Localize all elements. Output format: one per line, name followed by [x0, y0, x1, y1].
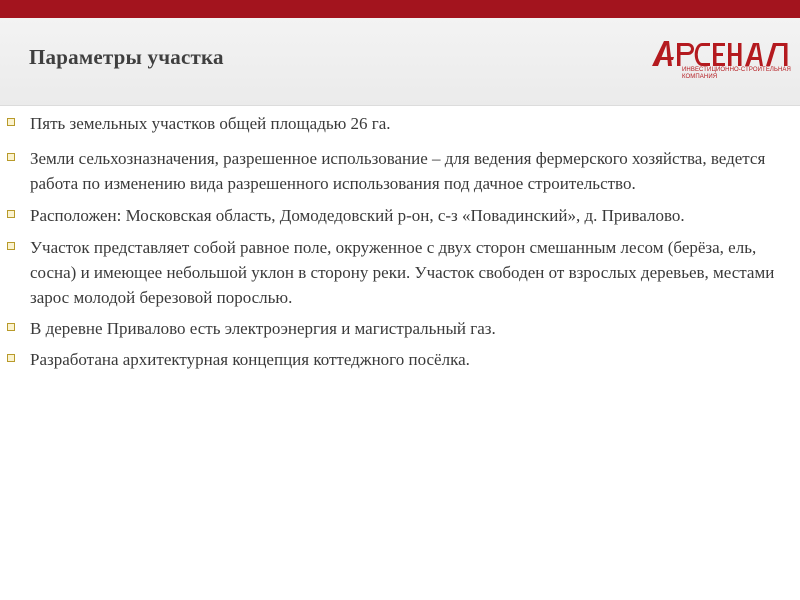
logo-tagline-line1: ИНВЕСТИЦИОННО-СТРОИТЕЛЬНАЯ [682, 67, 791, 73]
list-item [0, 316, 800, 341]
square-bullet-icon [7, 118, 15, 126]
bullet-text: Земли сельхозназначения, разрешенное использование – для ведения фермерского хозяйства, ведется работа по изменению вида разрешенного использования под дачное строительство. [30, 149, 766, 193]
square-bullet-icon [7, 242, 15, 250]
logo-tagline-line2: КОМПАНИЯ [682, 74, 718, 80]
list-item [0, 203, 800, 228]
square-bullet-icon [7, 354, 15, 362]
list-item [0, 347, 800, 372]
bullet-text: Разработана архитектурная концепция коттеджного посёлка. [30, 350, 470, 369]
page-title: Параметры участка [29, 45, 224, 69]
company-logo [650, 38, 792, 90]
arsenal-logo-mark-icon [650, 38, 792, 68]
list-item [0, 235, 800, 310]
bullet-text: Участок представляет собой равное поле, окруженное с двух сторон смешанным лесом (берёза, ель, сосна) и имеющее небольшой уклон в сторону реки. Участок свободен от взрослых деревьев, местами зарос молодой березовой порослью. [30, 238, 775, 307]
square-bullet-icon [7, 323, 15, 331]
list-item [0, 111, 800, 136]
bullet-text: В деревне Привалово есть электроэнергия и магистральный газ. [30, 319, 496, 338]
square-bullet-icon [7, 153, 15, 161]
bullet-text: Пять земельных участков общей площадью 26 га. [30, 114, 391, 133]
list-item [0, 146, 800, 196]
square-bullet-icon [7, 210, 15, 218]
bullet-text: Расположен: Московская область, Домодедовский р-он, с-з «Повадинский», д. Привалово. [30, 206, 685, 225]
bullet-list [0, 111, 800, 372]
top-accent-bar [0, 0, 800, 18]
